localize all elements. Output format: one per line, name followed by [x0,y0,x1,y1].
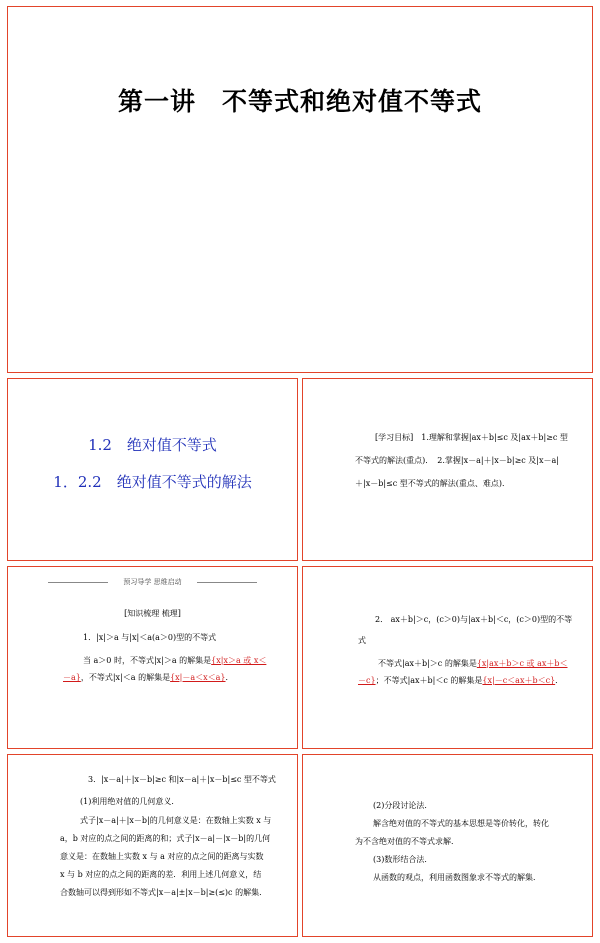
method-1-title: (1)利用绝对值的几何意义． [80,797,180,806]
solution-answer: －c} [358,676,376,685]
method-1-text: 合数轴可以得到形如不等式|x－a|±|x－b|≥(≤)c 的解集． [60,888,268,897]
preview-banner [38,577,267,587]
knowledge-heading: [知识梳理 梳理] [124,609,181,618]
method-3-text: 从函数的观点，利用函数图象求不等式的解集． [373,873,541,882]
solution-answer: {x|－c＜ax＋b＜c} [482,676,556,685]
method-slide-2[interactable] [302,754,593,937]
method-1-text: 意义是：在数轴上实数 x 与 a 对应的点之间的距离与实数 [60,852,264,861]
goals-line-1: [学习目标] 1.理解和掌握|ax＋b|≤c 及|ax＋b|≥c 型 [375,433,568,442]
knowledge-slide-2[interactable] [302,566,593,749]
goals-line-2: 不等式的解法(重点)． 2.掌握|x－a|＋|x－b|≥c 及|x－a| [355,456,559,465]
banner-rule-right [197,582,257,583]
goals-line-3: ＋|x－b|≤c 型不等式的解法(重点、难点)． [355,479,510,488]
solution-line-1 [83,654,266,668]
section-slide[interactable] [7,378,298,561]
method-2-text: 解含绝对值的不等式的基本思想是等价转化，转化 [373,819,549,828]
solution-text: 当 a＞0 时，不等式|x|＞a 的解集是 [83,656,212,665]
solution-text: ；不等式|ax＋b|＜c 的解集是 [375,676,483,685]
solution-answer: －a} [63,673,81,682]
method-2-title: (2)分段讨论法． [373,801,433,810]
solution-text: ． [555,676,564,685]
solution-line-2 [358,674,563,688]
knowledge-item-1: 1．|x|＞a 与|x|＜a(a＞0)型的不等式 [83,633,217,642]
banner-rule-left [48,582,108,583]
solution-text: ，不等式|x|＜a 的解集是 [80,673,171,682]
solution-answer: {x|－a＜x＜a} [170,673,226,682]
solution-answer: {x|ax＋b＞c 或 ax＋b＜ [476,659,568,668]
method-2-text: 为不含绝对值的不等式求解． [355,837,459,846]
solution-text: ． [225,673,234,682]
knowledge-item-3: 3．|x－a|＋|x－b|≥c 和|x－a|＋|x－b|≤c 型不等式 [88,775,276,784]
method-1-text: x 与 b 对应的点之间的距离的差．利用上述几何意义，结 [60,870,262,879]
solution-answer: {x|x＞a 或 x＜ [211,656,267,665]
section-title: 1.2 绝对值不等式 [88,436,217,454]
method-3-title: (3)数形结合法． [373,855,433,864]
learning-goals-slide[interactable] [302,378,593,561]
knowledge-slide-1[interactable] [7,566,298,749]
method-slide-1[interactable] [7,754,298,937]
method-1-text: 式子|x－a|＋|x－b|的几何意义是：在数轴上实数 x 与 [80,816,272,825]
knowledge-item-2: 2． ax＋b|＞c，(c＞0)与|ax＋b|＜c，(c＞0)型的不等 [375,615,573,624]
method-1-text: a，b 对应的点之间的距离的和；式子|x－a|－|x－b|的几何 [60,834,271,843]
knowledge-item-2-cont: 式 [358,636,366,645]
banner-text: 预习导学 思维启动 [123,578,182,586]
subsection-title: 1．2.2 绝对值不等式的解法 [53,473,252,491]
solution-text: 不等式|ax＋b|＞c 的解集是 [378,659,477,668]
lecture-title: 第一讲 不等式和绝对值不等式 [117,87,482,116]
solution-line-2 [63,671,234,685]
title-slide[interactable] [7,6,593,373]
solution-line-1 [378,657,568,671]
